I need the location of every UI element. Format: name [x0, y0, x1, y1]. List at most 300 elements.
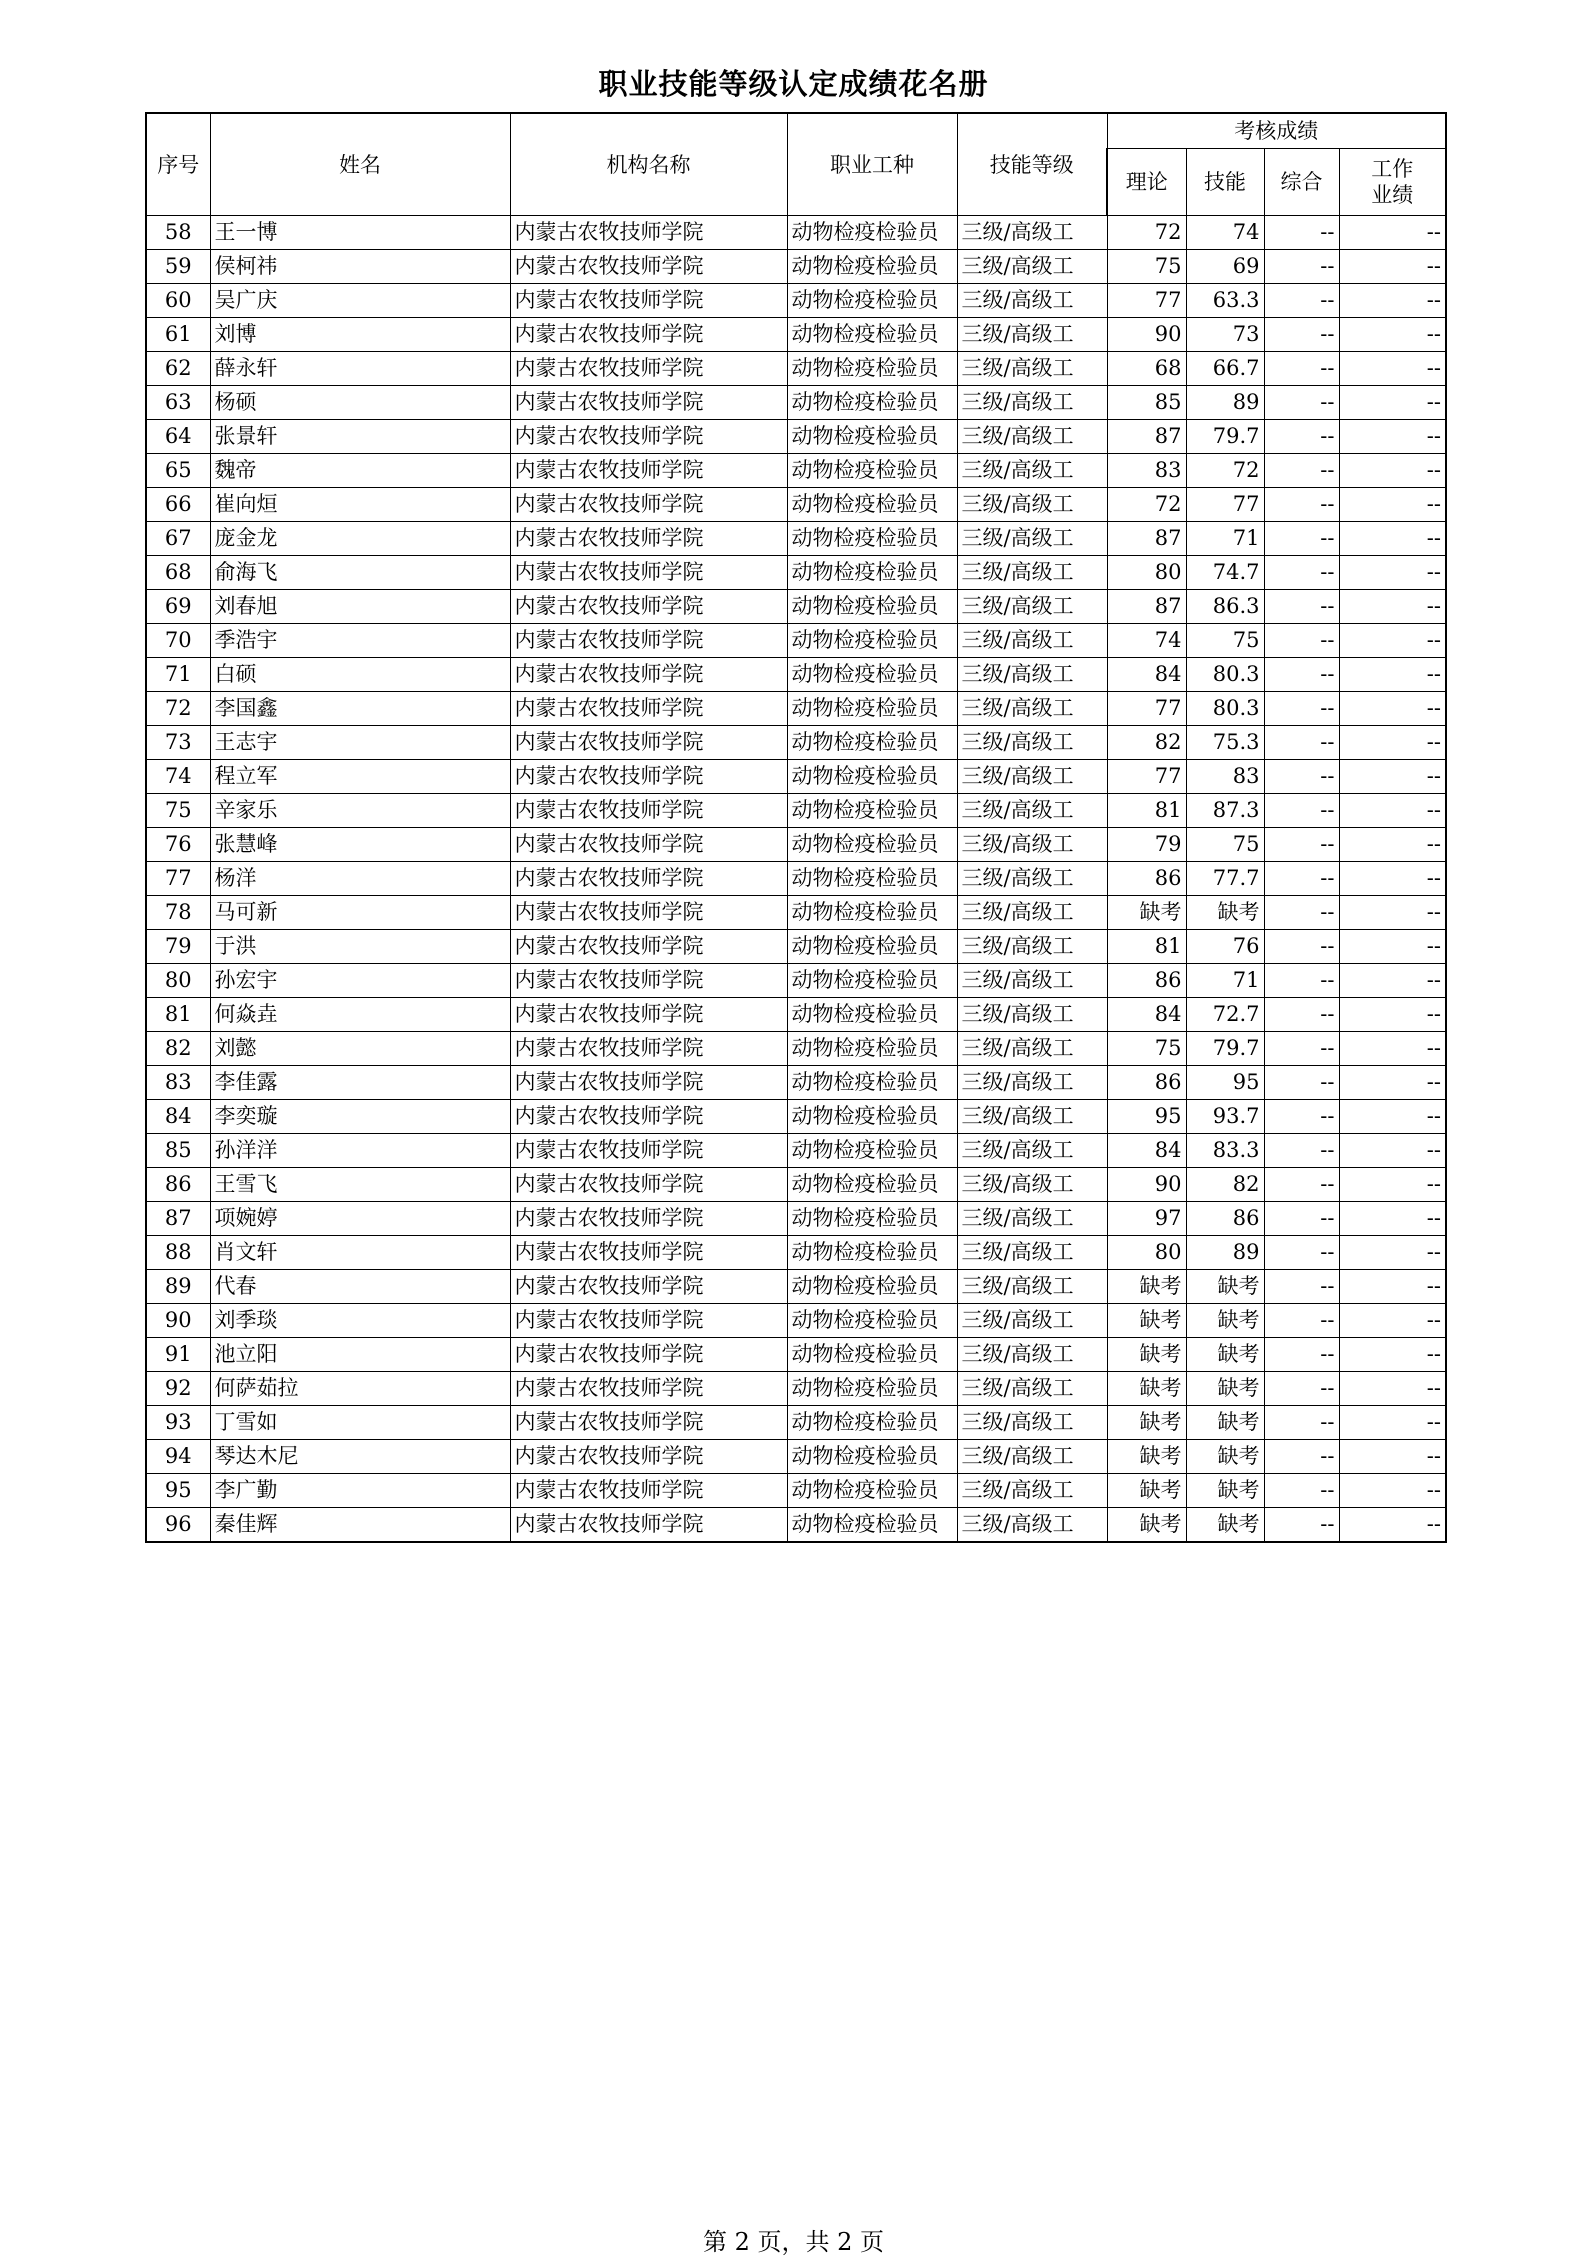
cell-work: --: [1339, 1338, 1446, 1372]
cell-org: 内蒙古农牧技师学院: [510, 1406, 787, 1440]
cell-name: 刘懿: [210, 1032, 510, 1066]
cell-index: 83: [146, 1066, 210, 1100]
table-row: [146, 1032, 1446, 1066]
cell-skill: 83: [1186, 760, 1264, 794]
table-row: [146, 1372, 1446, 1406]
table-row: [146, 1202, 1446, 1236]
table-row: [146, 760, 1446, 794]
cell-name: 李国鑫: [210, 692, 510, 726]
cell-occupation: 动物检疫检验员: [787, 1100, 957, 1134]
cell-index: 63: [146, 386, 210, 420]
cell-work: --: [1339, 726, 1446, 760]
cell-level: 三级/高级工: [957, 624, 1107, 658]
cell-index: 79: [146, 930, 210, 964]
table-row: [146, 862, 1446, 896]
cell-index: 58: [146, 216, 210, 250]
table-row: [146, 488, 1446, 522]
cell-work: --: [1339, 1440, 1446, 1474]
cell-org: 内蒙古农牧技师学院: [510, 896, 787, 930]
cell-work: --: [1339, 896, 1446, 930]
cell-skill: 75: [1186, 624, 1264, 658]
cell-work: --: [1339, 420, 1446, 454]
cell-work: --: [1339, 862, 1446, 896]
cell-skill: 缺考: [1186, 896, 1264, 930]
cell-occupation: 动物检疫检验员: [787, 1508, 957, 1543]
header-overall: 综合: [1264, 149, 1339, 216]
cell-skill: 76: [1186, 930, 1264, 964]
cell-theory: 缺考: [1107, 1372, 1186, 1406]
cell-overall: --: [1264, 488, 1339, 522]
cell-theory: 84: [1107, 1134, 1186, 1168]
cell-theory: 87: [1107, 420, 1186, 454]
cell-work: --: [1339, 216, 1446, 250]
table-row: [146, 556, 1446, 590]
table-row: [146, 1508, 1446, 1543]
page-footer: 第 2 页，共 2 页: [702, 2228, 885, 2256]
cell-occupation: 动物检疫检验员: [787, 1338, 957, 1372]
cell-work: --: [1339, 1372, 1446, 1406]
cell-skill: 89: [1186, 1236, 1264, 1270]
cell-theory: 85: [1107, 386, 1186, 420]
cell-work: --: [1339, 1202, 1446, 1236]
cell-index: 62: [146, 352, 210, 386]
cell-theory: 77: [1107, 692, 1186, 726]
cell-overall: --: [1264, 352, 1339, 386]
table-row: [146, 284, 1446, 318]
cell-skill: 71: [1186, 964, 1264, 998]
cell-occupation: 动物检疫检验员: [787, 1236, 957, 1270]
cell-occupation: 动物检疫检验员: [787, 658, 957, 692]
cell-index: 91: [146, 1338, 210, 1372]
cell-skill: 72.7: [1186, 998, 1264, 1032]
cell-org: 内蒙古农牧技师学院: [510, 930, 787, 964]
cell-skill: 89: [1186, 386, 1264, 420]
cell-level: 三级/高级工: [957, 1134, 1107, 1168]
cell-org: 内蒙古农牧技师学院: [510, 250, 787, 284]
cell-overall: --: [1264, 1270, 1339, 1304]
cell-occupation: 动物检疫检验员: [787, 1406, 957, 1440]
cell-work: --: [1339, 1406, 1446, 1440]
cell-org: 内蒙古农牧技师学院: [510, 1066, 787, 1100]
cell-skill: 缺考: [1186, 1338, 1264, 1372]
cell-theory: 86: [1107, 1066, 1186, 1100]
cell-overall: --: [1264, 1202, 1339, 1236]
cell-overall: --: [1264, 454, 1339, 488]
header-org: 机构名称: [510, 113, 787, 216]
cell-overall: --: [1264, 556, 1339, 590]
cell-level: 三级/高级工: [957, 1372, 1107, 1406]
cell-level: 三级/高级工: [957, 998, 1107, 1032]
cell-occupation: 动物检疫检验员: [787, 692, 957, 726]
table-row: [146, 624, 1446, 658]
cell-overall: --: [1264, 692, 1339, 726]
cell-org: 内蒙古农牧技师学院: [510, 862, 787, 896]
cell-skill: 69: [1186, 250, 1264, 284]
cell-level: 三级/高级工: [957, 522, 1107, 556]
cell-level: 三级/高级工: [957, 1032, 1107, 1066]
cell-name: 王志宇: [210, 726, 510, 760]
cell-org: 内蒙古农牧技师学院: [510, 726, 787, 760]
cell-org: 内蒙古农牧技师学院: [510, 1134, 787, 1168]
table-row: [146, 964, 1446, 998]
cell-skill: 缺考: [1186, 1440, 1264, 1474]
cell-org: 内蒙古农牧技师学院: [510, 1440, 787, 1474]
cell-level: 三级/高级工: [957, 1440, 1107, 1474]
cell-work: --: [1339, 1134, 1446, 1168]
cell-org: 内蒙古农牧技师学院: [510, 760, 787, 794]
cell-level: 三级/高级工: [957, 386, 1107, 420]
cell-level: 三级/高级工: [957, 556, 1107, 590]
cell-overall: --: [1264, 590, 1339, 624]
cell-name: 季浩宇: [210, 624, 510, 658]
cell-occupation: 动物检疫检验员: [787, 828, 957, 862]
cell-occupation: 动物检疫检验员: [787, 1474, 957, 1508]
cell-skill: 86: [1186, 1202, 1264, 1236]
cell-skill: 79.7: [1186, 1032, 1264, 1066]
cell-org: 内蒙古农牧技师学院: [510, 522, 787, 556]
cell-theory: 84: [1107, 998, 1186, 1032]
cell-name: 张景轩: [210, 420, 510, 454]
cell-work: --: [1339, 1508, 1446, 1543]
cell-index: 65: [146, 454, 210, 488]
cell-overall: --: [1264, 862, 1339, 896]
cell-skill: 80.3: [1186, 658, 1264, 692]
cell-occupation: 动物检疫检验员: [787, 488, 957, 522]
cell-name: 李广勤: [210, 1474, 510, 1508]
cell-theory: 72: [1107, 488, 1186, 522]
cell-work: --: [1339, 794, 1446, 828]
table-row: [146, 998, 1446, 1032]
cell-org: 内蒙古农牧技师学院: [510, 1304, 787, 1338]
cell-skill: 80.3: [1186, 692, 1264, 726]
cell-level: 三级/高级工: [957, 1508, 1107, 1543]
cell-occupation: 动物检疫检验员: [787, 556, 957, 590]
cell-index: 66: [146, 488, 210, 522]
cell-name: 杨硕: [210, 386, 510, 420]
cell-theory: 81: [1107, 930, 1186, 964]
cell-skill: 82: [1186, 1168, 1264, 1202]
cell-work: --: [1339, 692, 1446, 726]
cell-name: 庞金龙: [210, 522, 510, 556]
cell-level: 三级/高级工: [957, 352, 1107, 386]
cell-org: 内蒙古农牧技师学院: [510, 1100, 787, 1134]
cell-overall: --: [1264, 1168, 1339, 1202]
cell-level: 三级/高级工: [957, 1338, 1107, 1372]
cell-name: 薛永轩: [210, 352, 510, 386]
cell-occupation: 动物检疫检验员: [787, 1202, 957, 1236]
cell-name: 琴达木尼: [210, 1440, 510, 1474]
cell-skill: 缺考: [1186, 1508, 1264, 1543]
cell-org: 内蒙古农牧技师学院: [510, 794, 787, 828]
cell-index: 67: [146, 522, 210, 556]
cell-level: 三级/高级工: [957, 1168, 1107, 1202]
table-row: [146, 522, 1446, 556]
cell-theory: 缺考: [1107, 1406, 1186, 1440]
cell-org: 内蒙古农牧技师学院: [510, 216, 787, 250]
table-row: [146, 794, 1446, 828]
cell-name: 吴广庆: [210, 284, 510, 318]
cell-index: 76: [146, 828, 210, 862]
cell-level: 三级/高级工: [957, 1406, 1107, 1440]
cell-skill: 66.7: [1186, 352, 1264, 386]
cell-org: 内蒙古农牧技师学院: [510, 420, 787, 454]
cell-org: 内蒙古农牧技师学院: [510, 1508, 787, 1543]
cell-theory: 86: [1107, 964, 1186, 998]
cell-name: 刘季琰: [210, 1304, 510, 1338]
cell-level: 三级/高级工: [957, 1100, 1107, 1134]
table-row: [146, 1406, 1446, 1440]
cell-level: 三级/高级工: [957, 726, 1107, 760]
cell-theory: 缺考: [1107, 1508, 1186, 1543]
cell-work: --: [1339, 828, 1446, 862]
cell-work: --: [1339, 556, 1446, 590]
cell-level: 三级/高级工: [957, 658, 1107, 692]
table-row: [146, 352, 1446, 386]
cell-index: 94: [146, 1440, 210, 1474]
cell-level: 三级/高级工: [957, 488, 1107, 522]
cell-skill: 79.7: [1186, 420, 1264, 454]
cell-level: 三级/高级工: [957, 794, 1107, 828]
cell-index: 68: [146, 556, 210, 590]
cell-work: --: [1339, 1032, 1446, 1066]
cell-name: 代春: [210, 1270, 510, 1304]
cell-occupation: 动物检疫检验员: [787, 454, 957, 488]
cell-work: --: [1339, 1100, 1446, 1134]
cell-name: 张慧峰: [210, 828, 510, 862]
cell-work: --: [1339, 760, 1446, 794]
cell-overall: --: [1264, 1304, 1339, 1338]
cell-overall: --: [1264, 760, 1339, 794]
cell-skill: 93.7: [1186, 1100, 1264, 1134]
cell-occupation: 动物检疫检验员: [787, 930, 957, 964]
cell-theory: 82: [1107, 726, 1186, 760]
cell-name: 杨洋: [210, 862, 510, 896]
header-work-line1: 工作: [1371, 157, 1414, 181]
cell-work: --: [1339, 930, 1446, 964]
header-skill: 技能: [1186, 149, 1264, 216]
table-row: [146, 250, 1446, 284]
cell-occupation: 动物检疫检验员: [787, 420, 957, 454]
cell-occupation: 动物检疫检验员: [787, 386, 957, 420]
cell-name: 孙洋洋: [210, 1134, 510, 1168]
cell-org: 内蒙古农牧技师学院: [510, 624, 787, 658]
cell-level: 三级/高级工: [957, 930, 1107, 964]
cell-theory: 缺考: [1107, 1338, 1186, 1372]
cell-skill: 86.3: [1186, 590, 1264, 624]
cell-name: 于洪: [210, 930, 510, 964]
cell-occupation: 动物检疫检验员: [787, 318, 957, 352]
cell-theory: 缺考: [1107, 1440, 1186, 1474]
cell-name: 辛家乐: [210, 794, 510, 828]
cell-skill: 缺考: [1186, 1406, 1264, 1440]
cell-work: --: [1339, 1304, 1446, 1338]
table-row: [146, 692, 1446, 726]
header-work-line2: 业绩: [1371, 183, 1414, 207]
cell-level: 三级/高级工: [957, 454, 1107, 488]
cell-overall: --: [1264, 794, 1339, 828]
cell-index: 70: [146, 624, 210, 658]
table-row: [146, 896, 1446, 930]
header-level: 技能等级: [957, 113, 1107, 216]
cell-skill: 63.3: [1186, 284, 1264, 318]
cell-occupation: 动物检疫检验员: [787, 1270, 957, 1304]
cell-org: 内蒙古农牧技师学院: [510, 998, 787, 1032]
cell-theory: 80: [1107, 556, 1186, 590]
cell-level: 三级/高级工: [957, 250, 1107, 284]
cell-occupation: 动物检疫检验员: [787, 1066, 957, 1100]
cell-occupation: 动物检疫检验员: [787, 1372, 957, 1406]
page-title: 职业技能等级认定成绩花名册: [598, 67, 989, 101]
cell-overall: --: [1264, 726, 1339, 760]
cell-work: --: [1339, 488, 1446, 522]
cell-level: 三级/高级工: [957, 284, 1107, 318]
cell-overall: --: [1264, 250, 1339, 284]
cell-level: 三级/高级工: [957, 318, 1107, 352]
cell-work: --: [1339, 250, 1446, 284]
cell-overall: --: [1264, 658, 1339, 692]
cell-occupation: 动物检疫检验员: [787, 522, 957, 556]
cell-index: 96: [146, 1508, 210, 1543]
cell-overall: --: [1264, 1066, 1339, 1100]
cell-index: 61: [146, 318, 210, 352]
table-row: [146, 420, 1446, 454]
cell-overall: --: [1264, 930, 1339, 964]
table-row: [146, 386, 1446, 420]
cell-org: 内蒙古农牧技师学院: [510, 1372, 787, 1406]
cell-overall: --: [1264, 1508, 1339, 1543]
cell-index: 75: [146, 794, 210, 828]
cell-level: 三级/高级工: [957, 590, 1107, 624]
header-theory: 理论: [1107, 149, 1186, 216]
cell-name: 刘春旭: [210, 590, 510, 624]
cell-org: 内蒙古农牧技师学院: [510, 352, 787, 386]
cell-org: 内蒙古农牧技师学院: [510, 692, 787, 726]
cell-org: 内蒙古农牧技师学院: [510, 386, 787, 420]
cell-overall: --: [1264, 964, 1339, 998]
cell-org: 内蒙古农牧技师学院: [510, 1338, 787, 1372]
cell-work: --: [1339, 522, 1446, 556]
cell-occupation: 动物检疫检验员: [787, 1032, 957, 1066]
cell-theory: 95: [1107, 1100, 1186, 1134]
cell-org: 内蒙古农牧技师学院: [510, 556, 787, 590]
cell-overall: --: [1264, 1406, 1339, 1440]
cell-index: 59: [146, 250, 210, 284]
cell-index: 90: [146, 1304, 210, 1338]
cell-theory: 缺考: [1107, 1474, 1186, 1508]
cell-index: 72: [146, 692, 210, 726]
cell-level: 三级/高级工: [957, 692, 1107, 726]
cell-index: 71: [146, 658, 210, 692]
table-row: [146, 1168, 1446, 1202]
cell-index: 82: [146, 1032, 210, 1066]
table-row: [146, 318, 1446, 352]
table-row: [146, 1338, 1446, 1372]
header-scores-group: 考核成绩: [1107, 113, 1446, 149]
cell-occupation: 动物检疫检验员: [787, 624, 957, 658]
cell-overall: --: [1264, 624, 1339, 658]
cell-index: 88: [146, 1236, 210, 1270]
cell-index: 85: [146, 1134, 210, 1168]
cell-theory: 75: [1107, 1032, 1186, 1066]
cell-name: 李佳露: [210, 1066, 510, 1100]
cell-name: 王雪飞: [210, 1168, 510, 1202]
cell-occupation: 动物检疫检验员: [787, 216, 957, 250]
cell-work: --: [1339, 964, 1446, 998]
cell-skill: 74.7: [1186, 556, 1264, 590]
cell-skill: 缺考: [1186, 1372, 1264, 1406]
table-row: [146, 216, 1446, 250]
cell-org: 内蒙古农牧技师学院: [510, 1474, 787, 1508]
cell-occupation: 动物检疫检验员: [787, 1134, 957, 1168]
cell-overall: --: [1264, 1134, 1339, 1168]
cell-overall: --: [1264, 1236, 1339, 1270]
cell-skill: 75.3: [1186, 726, 1264, 760]
cell-org: 内蒙古农牧技师学院: [510, 454, 787, 488]
table-row: [146, 828, 1446, 862]
cell-theory: 90: [1107, 318, 1186, 352]
cell-level: 三级/高级工: [957, 420, 1107, 454]
table-row: [146, 1440, 1446, 1474]
cell-skill: 95: [1186, 1066, 1264, 1100]
cell-overall: --: [1264, 896, 1339, 930]
cell-level: 三级/高级工: [957, 896, 1107, 930]
cell-org: 内蒙古农牧技师学院: [510, 1236, 787, 1270]
table-row: [146, 658, 1446, 692]
cell-occupation: 动物检疫检验员: [787, 964, 957, 998]
cell-theory: 77: [1107, 760, 1186, 794]
cell-skill: 缺考: [1186, 1474, 1264, 1508]
cell-work: --: [1339, 1168, 1446, 1202]
cell-org: 内蒙古农牧技师学院: [510, 828, 787, 862]
cell-overall: --: [1264, 998, 1339, 1032]
cell-theory: 83: [1107, 454, 1186, 488]
cell-level: 三级/高级工: [957, 1304, 1107, 1338]
cell-level: 三级/高级工: [957, 216, 1107, 250]
cell-overall: --: [1264, 216, 1339, 250]
cell-skill: 75: [1186, 828, 1264, 862]
cell-theory: 80: [1107, 1236, 1186, 1270]
cell-work: --: [1339, 1270, 1446, 1304]
cell-index: 74: [146, 760, 210, 794]
cell-index: 69: [146, 590, 210, 624]
table-row: [146, 1066, 1446, 1100]
cell-theory: 84: [1107, 658, 1186, 692]
cell-occupation: 动物检疫检验员: [787, 998, 957, 1032]
cell-name: 孙宏宇: [210, 964, 510, 998]
cell-org: 内蒙古农牧技师学院: [510, 1202, 787, 1236]
cell-org: 内蒙古农牧技师学院: [510, 658, 787, 692]
cell-name: 池立阳: [210, 1338, 510, 1372]
cell-index: 73: [146, 726, 210, 760]
table-row: [146, 930, 1446, 964]
cell-name: 何萨茹拉: [210, 1372, 510, 1406]
cell-theory: 77: [1107, 284, 1186, 318]
cell-skill: 71: [1186, 522, 1264, 556]
cell-level: 三级/高级工: [957, 1202, 1107, 1236]
cell-overall: --: [1264, 1100, 1339, 1134]
table-row: [146, 590, 1446, 624]
cell-name: 丁雪如: [210, 1406, 510, 1440]
table-row: [146, 726, 1446, 760]
cell-index: 80: [146, 964, 210, 998]
cell-theory: 75: [1107, 250, 1186, 284]
cell-skill: 77: [1186, 488, 1264, 522]
cell-occupation: 动物检疫检验员: [787, 862, 957, 896]
cell-level: 三级/高级工: [957, 760, 1107, 794]
cell-name: 侯柯祎: [210, 250, 510, 284]
cell-work: --: [1339, 386, 1446, 420]
cell-org: 内蒙古农牧技师学院: [510, 284, 787, 318]
